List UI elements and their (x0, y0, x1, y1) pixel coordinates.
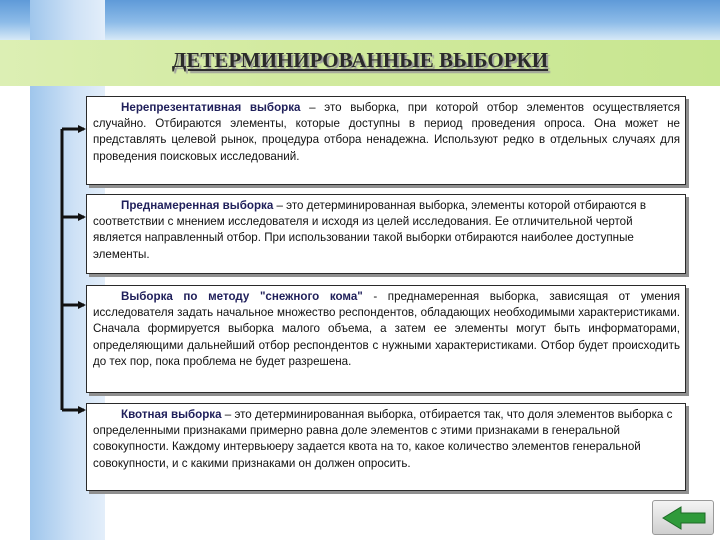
definition-text-purposive: – это детерминированная выборка, элементы которой отбираются в соответствии с мнением исследователя и исходя из целей исследования. Ее отличительной чертой является направленный отбор. При использовании такой выборки отбираются наиболее доступные элементы. (93, 199, 647, 261)
definition-box-purposive (86, 194, 686, 274)
back-nav-button[interactable] (652, 500, 714, 535)
slide-title: ДЕТЕРМИНИРОВАННЫЕ ВЫБОРКИ (171, 48, 549, 72)
definition-text-quota: – это детерминированная выборка, отбирается так, что доля элементов выборка с определенными признаками примерно равна доле элементов с этими признаками в генеральной совокупности. Каждому интервьюеру задается квота на то, какое количество элементов генеральной совокупности, и с какими признаками он должен опросить. (93, 408, 673, 470)
definition-text-nonrepresentative: – это выборка, при которой отбор элементов осуществляется случайно. Отбираются элементы, которые доступны в период проведения опроса. Она может не представлять целевой рынок, процедура отбора ненадежна. Используют редко в отдельных случаях для проведения поисковых исследований. (93, 101, 680, 163)
term-quota: Квотная выборка (121, 408, 222, 421)
definition-box-nonrepresentative (86, 96, 686, 185)
definition-text-snowball: - преднамеренная выборка, зависящая от умения исследователя задать начальное множество респондентов, обладающих необходимыми характеристиками. Сначала формируется выборка малого объема, а затем ее элементы могут быть информаторами, определяющими дальнейший отбор респондентов с нужными характеристиками. Отбор будет происходить до тех пор, пока проблема не будет разрешена. (93, 290, 680, 368)
term-snowball: Выборка по методу "снежного кома" (121, 290, 363, 303)
back-arrow-icon (659, 505, 709, 531)
definition-box-snowball (86, 285, 686, 393)
definition-box-quota (86, 403, 686, 491)
term-nonrepresentative: Нерепрезентативная выборка (121, 101, 301, 114)
term-purposive: Преднамеренная выборка (121, 199, 274, 212)
